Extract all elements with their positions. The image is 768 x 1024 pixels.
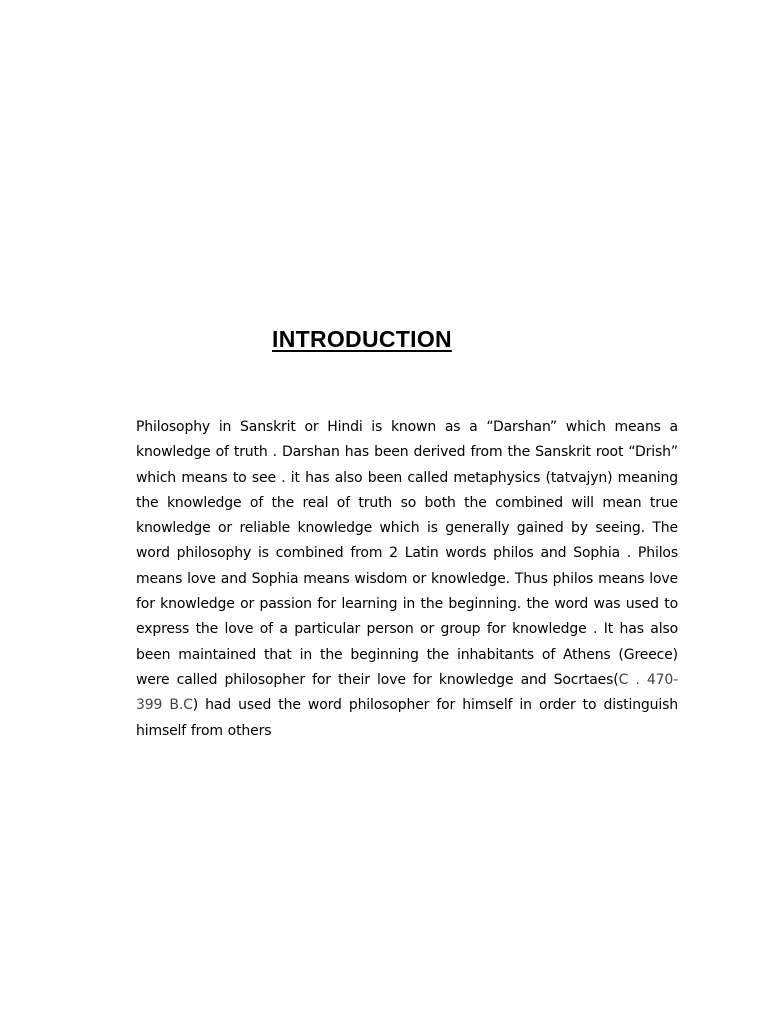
intro-paragraph (136, 415, 678, 744)
paragraph-date-citation: C . 470-399 B.C (136, 671, 679, 714)
paragraph-text-main: Philosophy in Sanskrit or Hindi is known as a “Darshan” which means a knowledge of truth . Darshan has been derived from the Sanskrit root “Drish” which means to see . it has also been called metaphysics (tatvajyn) meaning the knowledge of the real of truth so both the combined will mean true knowledge or reliable knowledge which is generally gained by seeing. The word philosophy is combined from 2 Latin words philos and Sophia . Philos means love and Sophia means wisdom or knowledge. Thus philos means love for knowledge or passion for learning in the beginning. the word was used to express the love of a particular person or group for knowledge . It has also been maintained that in the beginning the inhabitants of Athens (Greece) were called philosopher for their love for knowledge and Socrtaes( (136, 419, 678, 688)
paragraph-text-end: ) had used the word philosopher for himself in order to distinguish himself from others (136, 697, 679, 739)
section-heading: INTRODUCTION (272, 326, 452, 352)
